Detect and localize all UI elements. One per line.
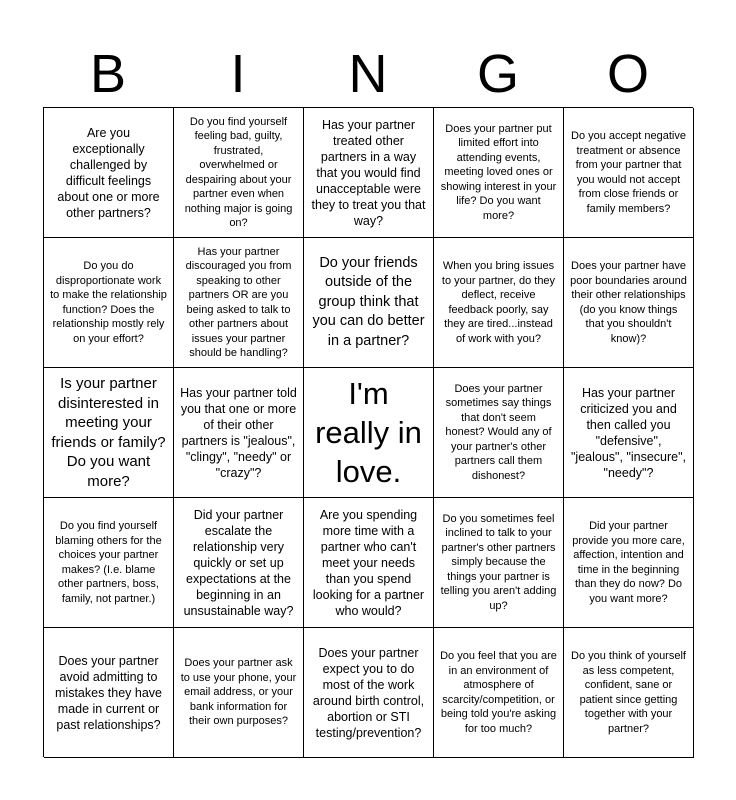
bingo-cell-text: Do you find yourself feeling bad, guilty, frustrated, overwhelmed or despairing about your partner even when nothing major is going on? xyxy=(184,115,293,229)
bingo-cell-text: Does your partner have poor boundaries around their other relationships (do you know things that you shouldn't know)? xyxy=(570,260,687,345)
bingo-cell-text: Does your partner ask to use your phone, your email address, or your bank information for their own purposes? xyxy=(180,657,297,728)
bingo-cell-r4c2[interactable] xyxy=(174,498,304,628)
bingo-cell-r5c3[interactable] xyxy=(304,628,434,758)
bingo-cell-text: Are you exceptionally challenged by difficult feelings about one or more other partners? xyxy=(57,125,160,220)
bingo-cell-text: Does your partner expect you to do most of the work around birth control, abortion or STI testing/prevention? xyxy=(312,645,425,740)
bingo-cell-r4c1[interactable] xyxy=(44,498,174,628)
bingo-cell-text: Do you feel that you are in an environment of atmosphere of scarcity/competition, or being told you're asking for too much? xyxy=(440,650,557,735)
bingo-cell-text: Does your partner put limited effort into attending events, meeting loved ones or showing interest in your life? Do you want more? xyxy=(440,122,557,222)
bingo-cell-text: Does your partner sometimes say things that don't seem honest? Would any of your partner's other partners call them dishonest? xyxy=(445,382,552,482)
bingo-header xyxy=(43,42,693,106)
bingo-cell-r4c3[interactable] xyxy=(304,498,434,628)
bingo-grid xyxy=(43,107,693,757)
bingo-cell-r1c5[interactable] xyxy=(564,108,694,238)
bingo-cell-text: Did your partner provide you more care, affection, intention and time in the beginning than they do now? Do you want more? xyxy=(572,520,685,605)
header-letter-n: N xyxy=(348,44,388,104)
bingo-cell-text: Has your partner criticized you and then called you "defensive", "jealous", "insecure", "needy"? xyxy=(570,385,687,480)
bingo-cell-r3c5[interactable] xyxy=(564,368,694,498)
bingo-cell-text: Do your friends outside of the group think that you can do better in a partner? xyxy=(312,254,425,349)
bingo-cell-r1c3[interactable] xyxy=(304,108,434,238)
header-letter-o: O xyxy=(606,44,649,104)
bingo-cell-text: Are you spending more time with a partner who can't meet your needs than you spend looking for a partner who would? xyxy=(312,507,425,618)
bingo-cell-r3c4[interactable] xyxy=(434,368,564,498)
bingo-cell-text: Do you do disproportionate work to make the relationship function? Does the relationship mostly rely on your effort? xyxy=(50,260,167,345)
bingo-cell-r3c1[interactable] xyxy=(44,368,174,498)
bingo-cell-r1c4[interactable] xyxy=(434,108,564,238)
header-letter-g: G xyxy=(476,44,519,104)
bingo-cell-r3c2[interactable] xyxy=(174,368,304,498)
bingo-cell-text: Do you accept negative treatment or absence from your partner that you would not accept from close friends or family members? xyxy=(571,130,686,215)
bingo-cell-text: Do you sometimes feel inclined to talk to your partner's other partners simply because the things your partner is telling you aren't adding up? xyxy=(440,512,557,612)
bingo-cell-text: Has your partner discouraged you from speaking to other partners OR are you being asked to talk to other partners about issues your partner should be handling? xyxy=(185,245,292,359)
bingo-cell-r5c5[interactable] xyxy=(564,628,694,758)
bingo-cell-text: Does your partner avoid admitting to mistakes they have made in current or past relationships? xyxy=(55,653,162,732)
bingo-cell-text: Has your partner told you that one or more of their other partners is "jealous", "clingy", "needy" or "crazy"? xyxy=(180,385,297,480)
bingo-cell-r5c4[interactable] xyxy=(434,628,564,758)
bingo-cell-r2c1[interactable] xyxy=(44,238,174,368)
bingo-cell-r2c2[interactable] xyxy=(174,238,304,368)
bingo-cell-r2c3[interactable] xyxy=(304,238,434,368)
header-letter-i: I xyxy=(230,44,246,104)
bingo-cell-r5c1[interactable] xyxy=(44,628,174,758)
bingo-cell-r5c2[interactable] xyxy=(174,628,304,758)
bingo-cell-r1c2[interactable] xyxy=(174,108,304,238)
bingo-cell-text: When you bring issues to your partner, do they deflect, receive feedback poorly, say they are tired...instead of work with you? xyxy=(441,260,556,345)
bingo-cell-r1c1[interactable] xyxy=(44,108,174,238)
header-letter-b: B xyxy=(89,44,127,104)
bingo-cell-r4c5[interactable] xyxy=(564,498,694,628)
bingo-cell-r2c5[interactable] xyxy=(564,238,694,368)
bingo-cell-text: Did your partner escalate the relationship very quickly or set up expectations at the beginning in an unsustainable way? xyxy=(183,507,294,618)
bingo-cell-free-space[interactable] xyxy=(304,368,434,498)
bingo-cell-text: I'm really in love. xyxy=(315,376,422,489)
bingo-cell-r2c4[interactable] xyxy=(434,238,564,368)
bingo-cell-text: Is your partner disinterested in meeting your friends or family? Do you want more? xyxy=(51,375,166,490)
bingo-cell-text: Do you think of yourself as less competent, confident, sane or patient since getting together with your partner? xyxy=(571,650,686,735)
bingo-cell-text: Do you find yourself blaming others for the choices your partner makes? (I.e. blame other partners, boss, family, not partner.) xyxy=(55,520,162,605)
bingo-cell-r4c4[interactable] xyxy=(434,498,564,628)
bingo-cell-text: Has your partner treated other partners in a way that you would find unacceptable were they to treat you that way? xyxy=(311,117,426,228)
